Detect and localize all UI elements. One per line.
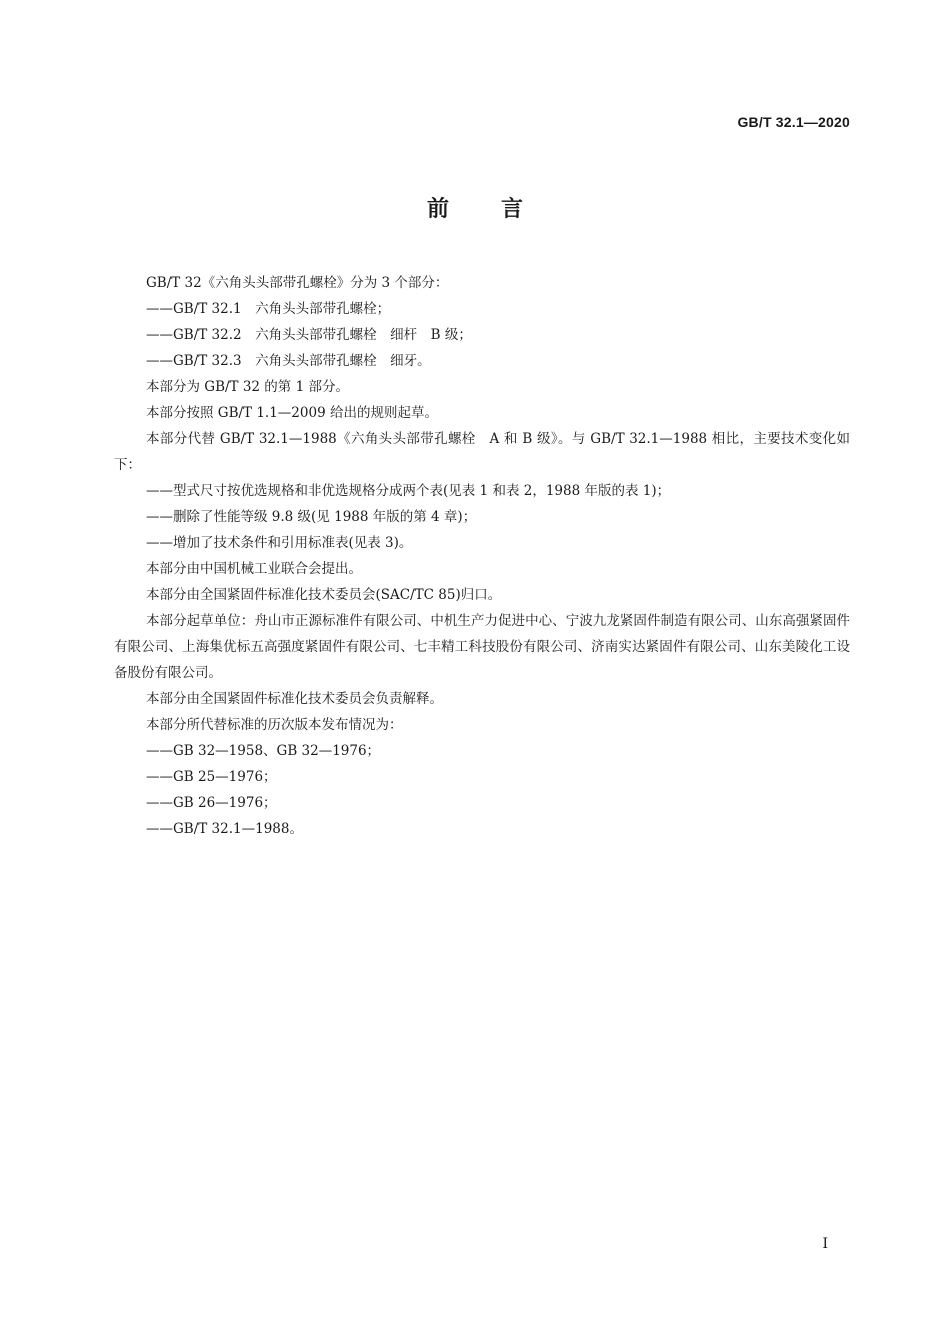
paragraph-interpretation: 本部分由全国紧固件标准化技术委员会负责解释。	[146, 691, 443, 707]
list-item-part-2: ——GB/T 32.2 六角头头部带孔螺栓 细杆 B 级；	[146, 327, 472, 343]
paragraph-replaces: 本部分代替 GB/T 32.1—1988《六角头头部带孔螺栓 A 和 B 级》。与 GB/T 32.1—1988 相比，主要技术变化如下：	[114, 431, 850, 473]
list-item-change-3: ——增加了技术条件和引用标准表(见表 3)。	[146, 535, 413, 551]
paragraph-parts-intro: GB/T 32《六角头头部带孔螺栓》分为 3 个部分：	[146, 275, 449, 291]
list-item-change-2: ——删除了性能等级 9.8 级(见 1988 年版的第 4 章)；	[146, 509, 477, 525]
paragraph-drafting-rules: 本部分按照 GB/T 1.1—2009 给出的规则起草。	[146, 405, 438, 421]
list-item-history-3: ——GB 26—1976；	[146, 795, 277, 811]
standard-code: GB/T 32.1—2020	[737, 114, 850, 130]
list-item-part-3: ——GB/T 32.3 六角头头部带孔螺栓 细牙。	[146, 353, 431, 369]
list-item-change-1: ——型式尺寸按优选规格和非优选规格分成两个表(见表 1 和表 2，1988 年版的表 1)；	[146, 483, 671, 499]
paragraph-drafting-units: 本部分起草单位：舟山市正源标准件有限公司、中机生产力促进中心、宁波九龙紧固件制造有限公司、山东高强紧固件有限公司、上海集优标五高强度紧固件有限公司、七丰精工科技股份有限公司、济南实达紧固件有限公司、山东美陵化工设备股份有限公司。	[114, 613, 850, 681]
paragraph-proposed-by: 本部分由中国机械工业联合会提出。	[146, 561, 362, 577]
foreword-body	[114, 270, 850, 842]
list-item-part-1: ——GB/T 32.1 六角头头部带孔螺栓；	[146, 301, 391, 317]
list-item-history-2: ——GB 25—1976；	[146, 769, 277, 785]
paragraph-part-number: 本部分为 GB/T 32 的第 1 部分。	[146, 379, 349, 395]
list-item-history-4: ——GB/T 32.1—1988。	[146, 821, 303, 837]
paragraph-history-intro: 本部分所代替标准的历次版本发布情况为：	[146, 717, 403, 733]
page-number: I	[822, 1236, 828, 1252]
list-item-history-1: ——GB 32—1958、GB 32—1976；	[146, 743, 381, 759]
page-title: 前言	[426, 197, 575, 222]
paragraph-under-jurisdiction: 本部分由全国紧固件标准化技术委员会(SAC/TC 85)归口。	[146, 587, 502, 603]
